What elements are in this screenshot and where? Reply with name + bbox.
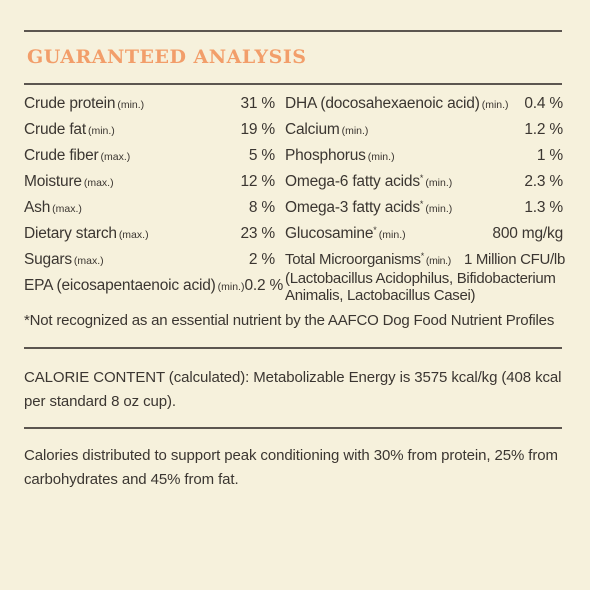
microorganisms-detail: (Lactobacillus Acidophilus, Bifidobacterium Animalis, Lactobacillus Casei) xyxy=(285,270,556,304)
nutrient-qualifier: (max.) xyxy=(118,229,149,241)
nutrient-name: Phosphorus xyxy=(285,147,366,164)
analysis-left-column xyxy=(24,95,284,303)
nutrient-value: 12 % xyxy=(240,173,275,190)
nutrient-name: Total Microorganisms xyxy=(285,251,421,268)
analysis-row xyxy=(24,95,275,121)
nutrient-value: 8 % xyxy=(248,199,275,216)
nutrient-value: 2.3 % xyxy=(524,173,563,190)
nutrient-qualifier: (max.) xyxy=(73,255,104,267)
nutrient-name: Moisture xyxy=(24,173,82,190)
nutrient-qualifier: (max.) xyxy=(100,151,131,163)
nutrient-name: Omega-6 fatty acids xyxy=(285,173,420,190)
asterisk-mark: * xyxy=(419,173,424,183)
analysis-row xyxy=(24,225,275,251)
analysis-row xyxy=(24,121,275,147)
nutrient-value: 19 % xyxy=(240,121,275,138)
nutrient-name: Crude fiber xyxy=(24,147,99,164)
microorganisms-entry xyxy=(285,251,565,304)
nutrient-qualifier: (min.) xyxy=(367,151,395,163)
analysis-row xyxy=(285,121,563,147)
title-rule xyxy=(24,83,562,85)
aafco-footnote: *Not recognized as an essential nutrient by the AAFCO Dog Food Nutrient Profiles xyxy=(24,312,555,329)
nutrient-value: 0.2 % xyxy=(244,277,284,294)
analysis-row xyxy=(24,199,275,225)
asterisk-mark: * xyxy=(373,225,377,235)
nutrient-qualifier: (min.) xyxy=(378,229,406,241)
nutrient-value: 5 % xyxy=(248,147,275,164)
analysis-row xyxy=(285,199,563,225)
nutrient-qualifier: (min.) xyxy=(217,281,245,293)
analysis-row xyxy=(285,173,563,199)
analysis-row xyxy=(285,147,563,173)
nutrient-name: Ash xyxy=(24,199,51,216)
nutrient-name: Sugars xyxy=(24,251,72,268)
nutrient-name: Dietary starch xyxy=(24,225,117,242)
nutrient-value: 800 mg/kg xyxy=(492,225,563,242)
nutrient-name: DHA (docosahexaenoic acid) xyxy=(285,95,480,112)
nutrient-qualifier: (min.) xyxy=(425,177,453,189)
nutrient-value: 1 % xyxy=(536,147,563,164)
analysis-row xyxy=(285,95,563,121)
nutrient-qualifier: (min.) xyxy=(425,203,453,215)
nutrient-qualifier: (max.) xyxy=(83,177,114,189)
analysis-right-column xyxy=(285,95,563,304)
nutrient-value: 0.4 % xyxy=(524,95,563,112)
asterisk-mark: * xyxy=(419,199,424,209)
nutrient-value: 1.2 % xyxy=(524,121,563,138)
analysis-row xyxy=(24,147,275,173)
nutrient-qualifier: (min.) xyxy=(87,125,115,137)
nutrient-name: Glucosamine xyxy=(285,225,374,242)
nutrient-qualifier: (min.) xyxy=(341,125,369,137)
section-title: GUARANTEED ANALYSIS xyxy=(27,46,307,68)
nutrient-value: 1 Million CFU/lb xyxy=(463,251,565,268)
section-rule xyxy=(24,347,562,349)
nutrient-name: Omega-3 fatty acids xyxy=(285,199,420,216)
nutrient-value: 1.3 % xyxy=(524,199,563,216)
nutrient-name: Crude protein xyxy=(24,95,116,112)
analysis-row xyxy=(24,173,275,199)
nutrient-qualifier: (min.) xyxy=(117,99,145,111)
analysis-row xyxy=(285,225,563,251)
nutrient-name: EPA (eicosapentaenoic acid) xyxy=(24,277,216,294)
calorie-content: CALORIE CONTENT (calculated): Metabolizable Energy is 3575 kcal/kg (408 kcal per standard 8 oz cup). xyxy=(24,369,562,410)
analysis-row xyxy=(24,251,275,277)
analysis-row xyxy=(24,277,284,303)
nutrient-value: 2 % xyxy=(248,251,275,268)
calorie-distribution: Calories distributed to support peak conditioning with 30% from protein, 25% from carbohydrates and 45% from fat. xyxy=(24,447,558,488)
nutrient-qualifier: (min.) xyxy=(481,99,509,111)
section-rule xyxy=(24,427,562,429)
nutrient-qualifier: (min.) xyxy=(425,255,451,267)
nutrient-name: Calcium xyxy=(285,121,340,138)
top-rule xyxy=(24,30,562,32)
nutrient-name: Crude fat xyxy=(24,121,86,138)
nutrient-value: 31 % xyxy=(240,95,275,112)
nutrient-qualifier: (max.) xyxy=(52,203,82,215)
nutrient-value: 23 % xyxy=(240,225,275,242)
asterisk-mark: * xyxy=(420,251,424,261)
